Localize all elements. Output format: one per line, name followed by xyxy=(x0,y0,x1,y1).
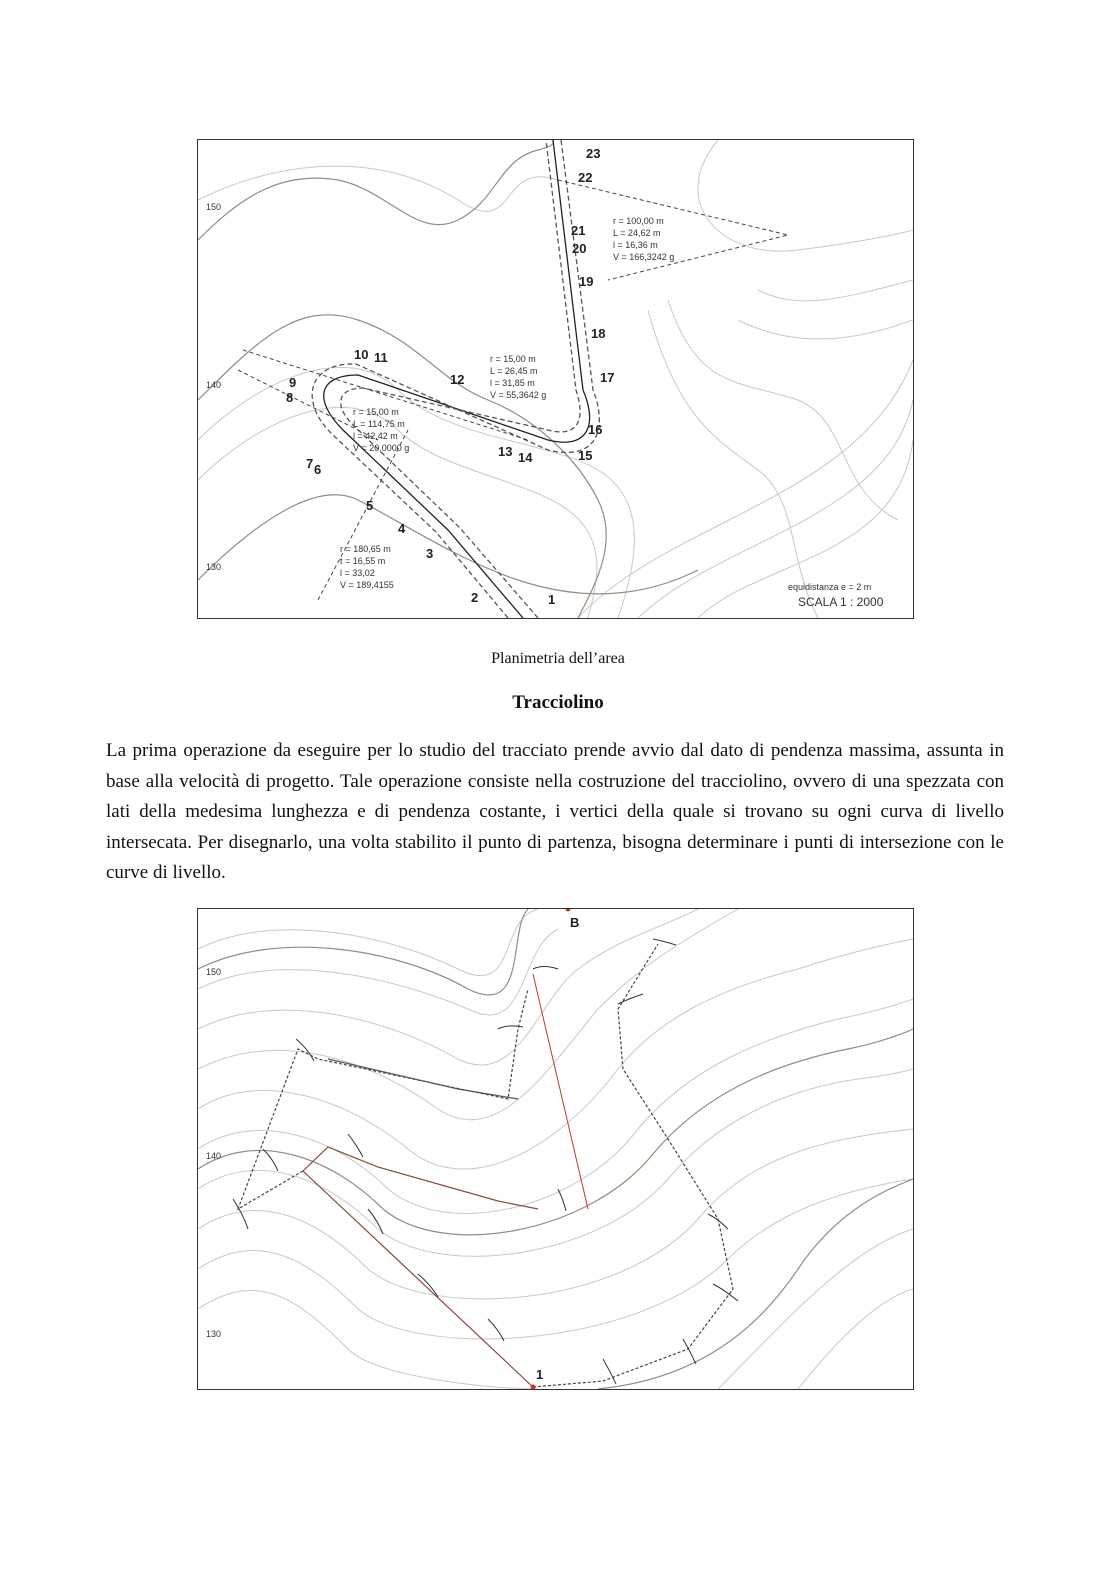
contour-label: 130 xyxy=(206,1329,222,1339)
end-point-label: B xyxy=(570,915,580,930)
svg-text:r = 180,65 m: r = 180,65 m xyxy=(340,544,391,554)
contour-label: 140 xyxy=(206,1151,222,1161)
svg-text:r = 15,00 m: r = 15,00 m xyxy=(353,407,399,417)
figure1-caption: Planimetria dell’area xyxy=(491,650,625,667)
tracciolino-polylines xyxy=(238,944,733,1387)
arc-marks xyxy=(233,939,738,1384)
point-label: 17 xyxy=(600,370,615,385)
section-paragraph: La prima operazione da eseguire per lo studio del tracciato prende avvio dal dato di pendenza massima, assunta in base alla velocità di progetto. Tale operazione consiste nella costruzione del tracciolino, ovvero di una spezzata con lati della medesima lunghezza e di pendenza costante, i vertici della quale si trovano su ogni curva di livello intersecata. Per disegnarlo, una volta stabilito il punto di partenza, bisogna determinare i punti di intersezione con le curve di livello. xyxy=(106,740,1004,883)
point-label: 15 xyxy=(578,448,593,463)
contour-label: 150 xyxy=(206,967,222,977)
svg-text:l = 42,42 m: l = 42,42 m xyxy=(353,431,398,441)
end-point-marker xyxy=(566,909,571,912)
point-label: 1 xyxy=(548,592,556,607)
svg-text:t = 16,55 m: t = 16,55 m xyxy=(340,556,386,566)
point-label: 9 xyxy=(289,375,297,390)
point-label: 13 xyxy=(498,444,513,459)
tracciolino-figure xyxy=(197,908,914,1390)
point-label: 6 xyxy=(314,462,322,477)
svg-text:V = 55,3642 g: V = 55,3642 g xyxy=(490,390,547,400)
point-label: 2 xyxy=(471,590,479,605)
planimetria-figure xyxy=(197,139,914,619)
svg-text:l = 33,02: l = 33,02 xyxy=(340,568,375,578)
section-title: Tracciolino xyxy=(512,692,604,713)
svg-text:V = 166,3242 g: V = 166,3242 g xyxy=(613,252,675,262)
svg-text:L = 26,45 m: L = 26,45 m xyxy=(490,366,538,376)
svg-text:L = 24,62 m: L = 24,62 m xyxy=(613,228,661,238)
start-point-label: 1 xyxy=(536,1367,544,1382)
point-label: 4 xyxy=(398,521,406,536)
scale-label: SCALA 1 : 2000 xyxy=(798,595,884,609)
curve-data-b xyxy=(490,354,546,400)
svg-text:r = 100,00 m: r = 100,00 m xyxy=(613,216,664,226)
point-label: 20 xyxy=(572,241,587,256)
svg-text:l = 16,36 m: l = 16,36 m xyxy=(613,240,658,250)
point-label: 5 xyxy=(366,498,374,513)
contour-lines xyxy=(198,909,913,1389)
curve-data-a xyxy=(613,216,674,262)
point-label: 14 xyxy=(518,450,533,465)
svg-text:V = 20,0000 g: V = 20,0000 g xyxy=(353,443,410,453)
equidistance-note: equidistanza e = 2 m xyxy=(788,582,872,592)
curve-data-d xyxy=(340,544,394,590)
point-label: 19 xyxy=(579,274,594,289)
point-label: 23 xyxy=(586,146,601,161)
curve-data-c xyxy=(353,407,409,453)
contour-label: 150 xyxy=(206,202,222,212)
point-label: 8 xyxy=(286,390,294,405)
svg-text:r = 15,00 m: r = 15,00 m xyxy=(490,354,536,364)
svg-text:V = 189,4155: V = 189,4155 xyxy=(340,580,394,590)
svg-text:l = 31,85 m: l = 31,85 m xyxy=(490,378,535,388)
point-label: 3 xyxy=(426,546,434,561)
contour-label: 140 xyxy=(206,380,222,390)
point-label: 10 xyxy=(354,347,369,362)
contour-label: 130 xyxy=(206,562,222,572)
point-label: 7 xyxy=(306,456,314,471)
point-label: 12 xyxy=(450,372,465,387)
point-label: 21 xyxy=(571,223,586,238)
svg-text:L = 114,75 m: L = 114,75 m xyxy=(353,419,405,429)
point-label: 16 xyxy=(588,422,603,437)
point-label: 11 xyxy=(374,350,388,365)
contour-lines xyxy=(198,140,913,618)
point-label: 22 xyxy=(578,170,593,185)
point-label: 18 xyxy=(591,326,606,341)
